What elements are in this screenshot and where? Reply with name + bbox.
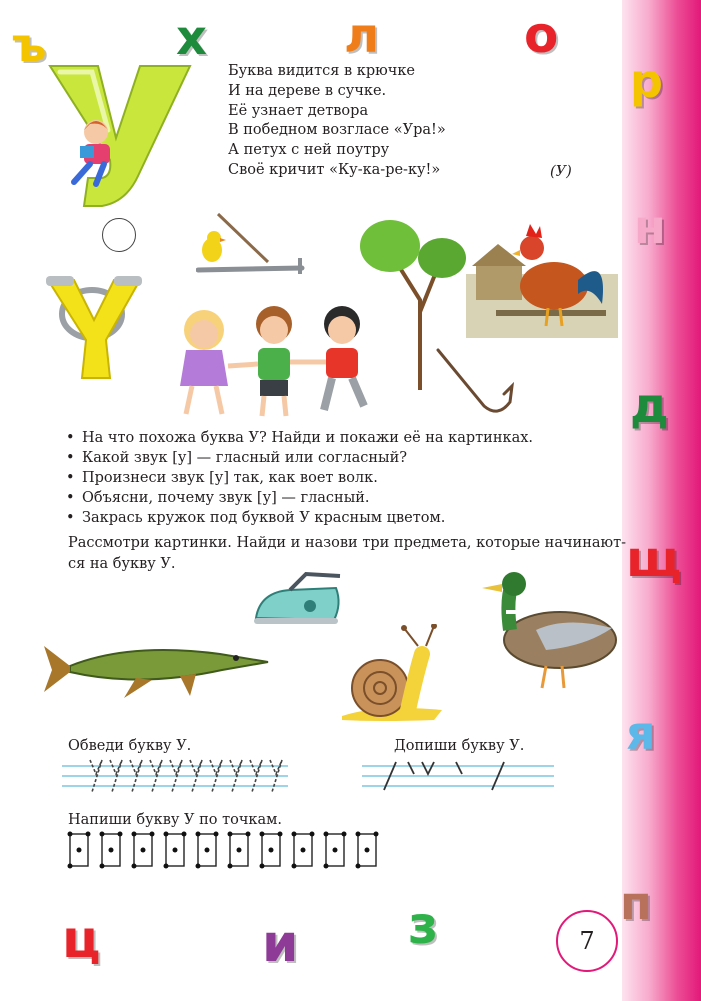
- letter-side-3: д: [630, 378, 669, 434]
- rooster-illustration: [466, 214, 618, 338]
- letter-bottom-3: з: [408, 896, 439, 956]
- complete-letters-row[interactable]: [362, 756, 554, 796]
- trace-label: Обведи букву У.: [68, 738, 192, 754]
- dots-label: Напиши букву У по точкам.: [68, 812, 283, 828]
- letter-side-5: я: [626, 706, 656, 760]
- page-number: 7: [556, 910, 618, 972]
- task-item: • Объясни, почему звук [у] — гласный.: [68, 488, 533, 508]
- task-item: • Закрась кружок под буквой У красным цветом.: [68, 508, 533, 528]
- branch-with-bird-illustration: [196, 212, 306, 282]
- letter-bottom-2: и: [262, 914, 299, 974]
- poem-line: Своё кричит «Ку-ка-ре-ку!»: [228, 161, 441, 178]
- letter-side-4: щ: [626, 530, 682, 588]
- iron-illustration: [250, 570, 346, 630]
- slingshot-letter-illustration: [40, 270, 150, 382]
- poem-line: Буква видится в крючке: [228, 63, 415, 79]
- hook-illustration: [432, 344, 522, 416]
- letter-side-6: п: [620, 876, 652, 930]
- poem-line: И на дереве в сучке.: [228, 82, 387, 99]
- letter-side-2: н: [634, 200, 666, 254]
- side-decor-band: [622, 0, 701, 1001]
- duck-illustration: [476, 570, 622, 694]
- pike-illustration: [40, 636, 272, 702]
- letter-top-4: о: [524, 6, 559, 64]
- letter-top-2: х: [176, 10, 207, 66]
- poem: [228, 62, 446, 181]
- task-item: • На что похожа буква У? Найди и покажи её на картинках.: [68, 428, 533, 448]
- dots-letters-row[interactable]: [66, 830, 390, 870]
- task-item: • Произнеси звук [у] так, как воет волк.: [68, 468, 533, 488]
- letter-top-3: л: [344, 8, 380, 64]
- snail-illustration: [338, 624, 450, 724]
- task-list: [68, 428, 533, 528]
- letter-side-1: р: [630, 54, 663, 108]
- trace-letters-row[interactable]: [62, 756, 288, 796]
- instruction-line: Рассмотри картинки. Найди и назови три предмета, которые начинают-: [68, 535, 627, 551]
- instruction-line: ся на букву У.: [68, 556, 176, 572]
- complete-label: Допиши букву У.: [394, 738, 525, 754]
- letter-bottom-1: ц: [62, 910, 101, 970]
- poem-line: В победном возгласе «Ура!»: [228, 122, 446, 139]
- coloring-circle[interactable]: [102, 218, 136, 252]
- poem-line: Её узнает детвора: [228, 102, 369, 119]
- task-item: • Какой звук [у] — гласный или согласный?: [68, 448, 533, 468]
- children-illustration: [170, 300, 390, 420]
- main-letter-illustration: [40, 50, 220, 220]
- poem-answer: (У): [550, 164, 572, 180]
- letter-top-1: ъ: [12, 18, 47, 72]
- poem-line: А петух с ней поутру: [228, 142, 390, 159]
